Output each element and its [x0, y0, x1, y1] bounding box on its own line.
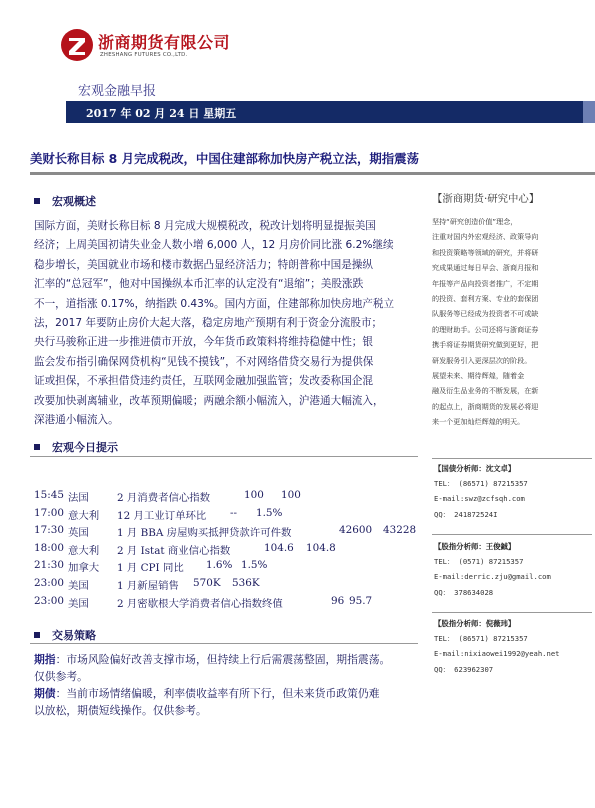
paragraph-line: 深港通小幅流入。: [34, 414, 119, 427]
analyst-heading: 【股指分析师：王俊鋮】: [434, 542, 516, 551]
section-divider: [30, 456, 418, 457]
report-date: 2017 年 02 月 24 日 星期五: [86, 107, 237, 120]
analyst-card: [434, 618, 560, 680]
analyst-card: [434, 463, 528, 525]
calendar-country: 意大利: [68, 544, 100, 557]
calendar-country: 美国: [68, 579, 89, 592]
strategy-text: 仅供参考。: [34, 670, 88, 683]
company-logo-icon: [60, 28, 94, 62]
calendar-previous: 100: [244, 489, 264, 501]
calendar-time: 18:00: [34, 541, 64, 554]
calendar-forecast: 100: [281, 489, 301, 501]
square-bullet-icon: [34, 444, 40, 450]
calendar-country: 加拿大: [68, 562, 100, 575]
overview-paragraph: [34, 217, 394, 430]
analyst-tel: TEL： (86571) 87215357: [434, 478, 528, 488]
intro-line: 研发服务引入更深层次的阶段。: [432, 355, 532, 365]
paragraph-line: 稳步增长，美国就业市场和楼市数据凸显经济活力；特朗普称中国是操纵: [34, 258, 373, 271]
headline: 美财长称目标 8 月完成税改，中国住建部称加快房产税立法，期指震荡: [30, 151, 419, 166]
intro-line: 坚持“研究创造价值”理念，: [432, 217, 518, 226]
square-bullet-icon: [34, 198, 40, 204]
calendar-forecast: 104.8: [306, 541, 336, 554]
analyst-email: E-mail:swz@zcfsqh.com: [434, 494, 525, 504]
calendar-previous: 570K: [193, 576, 221, 589]
square-bullet-icon: [34, 632, 40, 638]
intro-line: 的理财助手。公司还将与浙商证券: [432, 324, 539, 334]
calendar-previous: --: [230, 506, 238, 519]
intro-line: 年报等产品向投资者推广，不定期: [432, 278, 539, 288]
research-center-intro: [432, 214, 587, 430]
analyst-divider: [432, 534, 592, 535]
section-header-calendar: [34, 439, 118, 455]
calendar-event: 1 月新屋销售: [117, 579, 179, 592]
analyst-qq: QQ： 241872524I: [434, 509, 498, 519]
calendar-time: 23:00: [34, 576, 64, 589]
report-title: 宏观金融早报: [78, 84, 157, 99]
analyst-qq: QQ： 623962307: [434, 664, 494, 674]
analyst-email: E-mail:derric.zju@gmail.com: [434, 572, 551, 582]
calendar-previous: 42600: [339, 524, 373, 537]
calendar-country: 法国: [68, 492, 89, 504]
calendar-forecast: 1.5%: [256, 506, 283, 519]
analyst-heading: 【股指分析师：倪薇玮】: [434, 619, 516, 628]
calendar-country: 美国: [68, 597, 89, 610]
calendar-time: 17:30: [34, 524, 64, 537]
company-name-en: ZHESHANG FUTURES CO.,LTD.: [100, 52, 188, 58]
calendar-previous: 104.6: [264, 541, 294, 554]
calendar-forecast: 95.7: [349, 594, 373, 607]
paragraph-line: 不一，道指涨 0.17%，纳指跌 0.43%。国内方面，住建部称加快房地产税立: [34, 297, 395, 310]
research-center-title: 【浙商期货·研究中心】: [432, 193, 540, 205]
paragraph-line: 央行马骏称正进一步推进债市开放，今年货币政策料将维持稳健中性；银: [34, 336, 373, 349]
analyst-tel: TEL： (0571) 87215357: [434, 556, 524, 566]
calendar-forecast: 1.5%: [241, 559, 268, 572]
calendar-time: 15:45: [34, 489, 64, 501]
section-title: 交易策略: [52, 629, 96, 642]
strategy-bond-line: [34, 685, 390, 702]
paragraph-line: 法，2017 年要防止房价大起大落，稳定房地产预期有利于资金分流股市；: [34, 317, 383, 330]
calendar-forecast: 536K: [232, 576, 260, 589]
analyst-email: E-mail:nixiaowei1992@yeah.net: [434, 649, 560, 659]
paragraph-line: 经济；上周美国初请失业金人数小增 6,000 人，12 月房价同比涨 6.2%继续: [34, 239, 394, 252]
paragraph-line: 监会发布指引确保网贷机构“见钱不摸钱”，不对网络借贷交易行为提供保: [34, 355, 374, 368]
calendar-previous: 96: [331, 594, 345, 607]
calendar-country: 英国: [68, 527, 89, 540]
section-header-overview: [34, 193, 96, 209]
analyst-divider: [432, 612, 592, 613]
intro-line: 来一个更加灿烂辉煌的明天。: [432, 417, 525, 427]
paragraph-line: 汇率的“总冠军”，他对中国操纵本币汇率的认定没有“退缩”；美股涨跌: [34, 278, 364, 291]
calendar-time: 17:00: [34, 506, 64, 519]
calendar-forecast: 43228: [383, 524, 417, 537]
calendar-event: 2 月消费者信心指数: [117, 492, 211, 504]
analyst-divider: [432, 458, 592, 459]
paragraph-line: 改要加快剥离辅业，改革预期偏暖；两融余额小幅流入，沪港通大幅流入，: [34, 394, 384, 407]
analyst-qq: QQ： 378634028: [434, 587, 494, 597]
strategy-text: 以放松，期债短线操作。仅供参考。: [34, 704, 207, 717]
intro-line: 携手将证券期货研究做到更好，把: [432, 340, 539, 350]
calendar-time: 23:00: [34, 594, 64, 607]
section-title: 宏观今日提示: [52, 441, 118, 454]
intro-line: 队服务等已经成为投资者不可或缺: [432, 309, 539, 319]
calendar-event: 2 月密歇根大学消费者信心指数终值: [117, 597, 283, 610]
paragraph-line: 国际方面，美财长称目标 8 月完成大规模税改，税改计划将明显提振美国: [34, 220, 376, 232]
intro-line: 的投资、套利方案、专业的套保团: [432, 294, 539, 304]
intro-line: 注重对国内外宏观经济、政策导向: [432, 232, 539, 242]
analyst-heading: 【国债分析师：沈文卓】: [434, 464, 516, 473]
calendar-time: 21:30: [34, 559, 64, 572]
bond-label: 期债: [34, 687, 56, 700]
intro-line: 的起点上，浙商期货的发展必将迎: [432, 401, 539, 411]
calendar-country: 意大利: [68, 509, 100, 522]
company-name-cn: 浙商期货有限公司: [98, 33, 231, 52]
section-title: 宏观概述: [52, 195, 96, 208]
futures-label: 期指: [34, 653, 56, 666]
strategy-text: ：当前市场情绪偏暖，利率债收益率有所下行，但未来货币政策仍难: [55, 687, 380, 700]
paragraph-line: 证或担保，不承担借贷违约责任，互联网金融加强监管；发改委称国企混: [34, 375, 373, 388]
strategy-paragraph: [34, 651, 390, 719]
analyst-card: [434, 541, 551, 603]
analyst-tel: TEL： (86571) 87215357: [434, 633, 528, 643]
calendar-event: 12 月工业订单环比: [117, 509, 207, 522]
calendar-event: 1 月 CPI 同比: [117, 562, 184, 575]
headline-divider: [30, 172, 595, 175]
section-divider: [30, 643, 418, 644]
calendar-event: 1 月 BBA 房屋购买抵押贷款许可件数: [117, 527, 292, 540]
intro-line: 展望未来、期待辉煌，随着金: [432, 371, 525, 381]
intro-line: 和投资策略等领域的研究，并将研: [432, 247, 539, 257]
calendar-event: 2 月 Istat 商业信心指数: [117, 544, 231, 557]
intro-line: 究成果通过每日早会、浙商月报和: [432, 263, 539, 273]
section-header-strategy: [34, 627, 96, 643]
strategy-text: ：市场风险偏好改善支撑市场，但持续上行后需震荡整固，期指震荡。: [55, 653, 391, 666]
calendar-previous: 1.6%: [206, 559, 233, 572]
strategy-futures-line: [34, 651, 390, 668]
intro-line: 融及衍生品业务的不断发展，在新: [432, 386, 539, 396]
date-bar-accent: [583, 101, 595, 123]
